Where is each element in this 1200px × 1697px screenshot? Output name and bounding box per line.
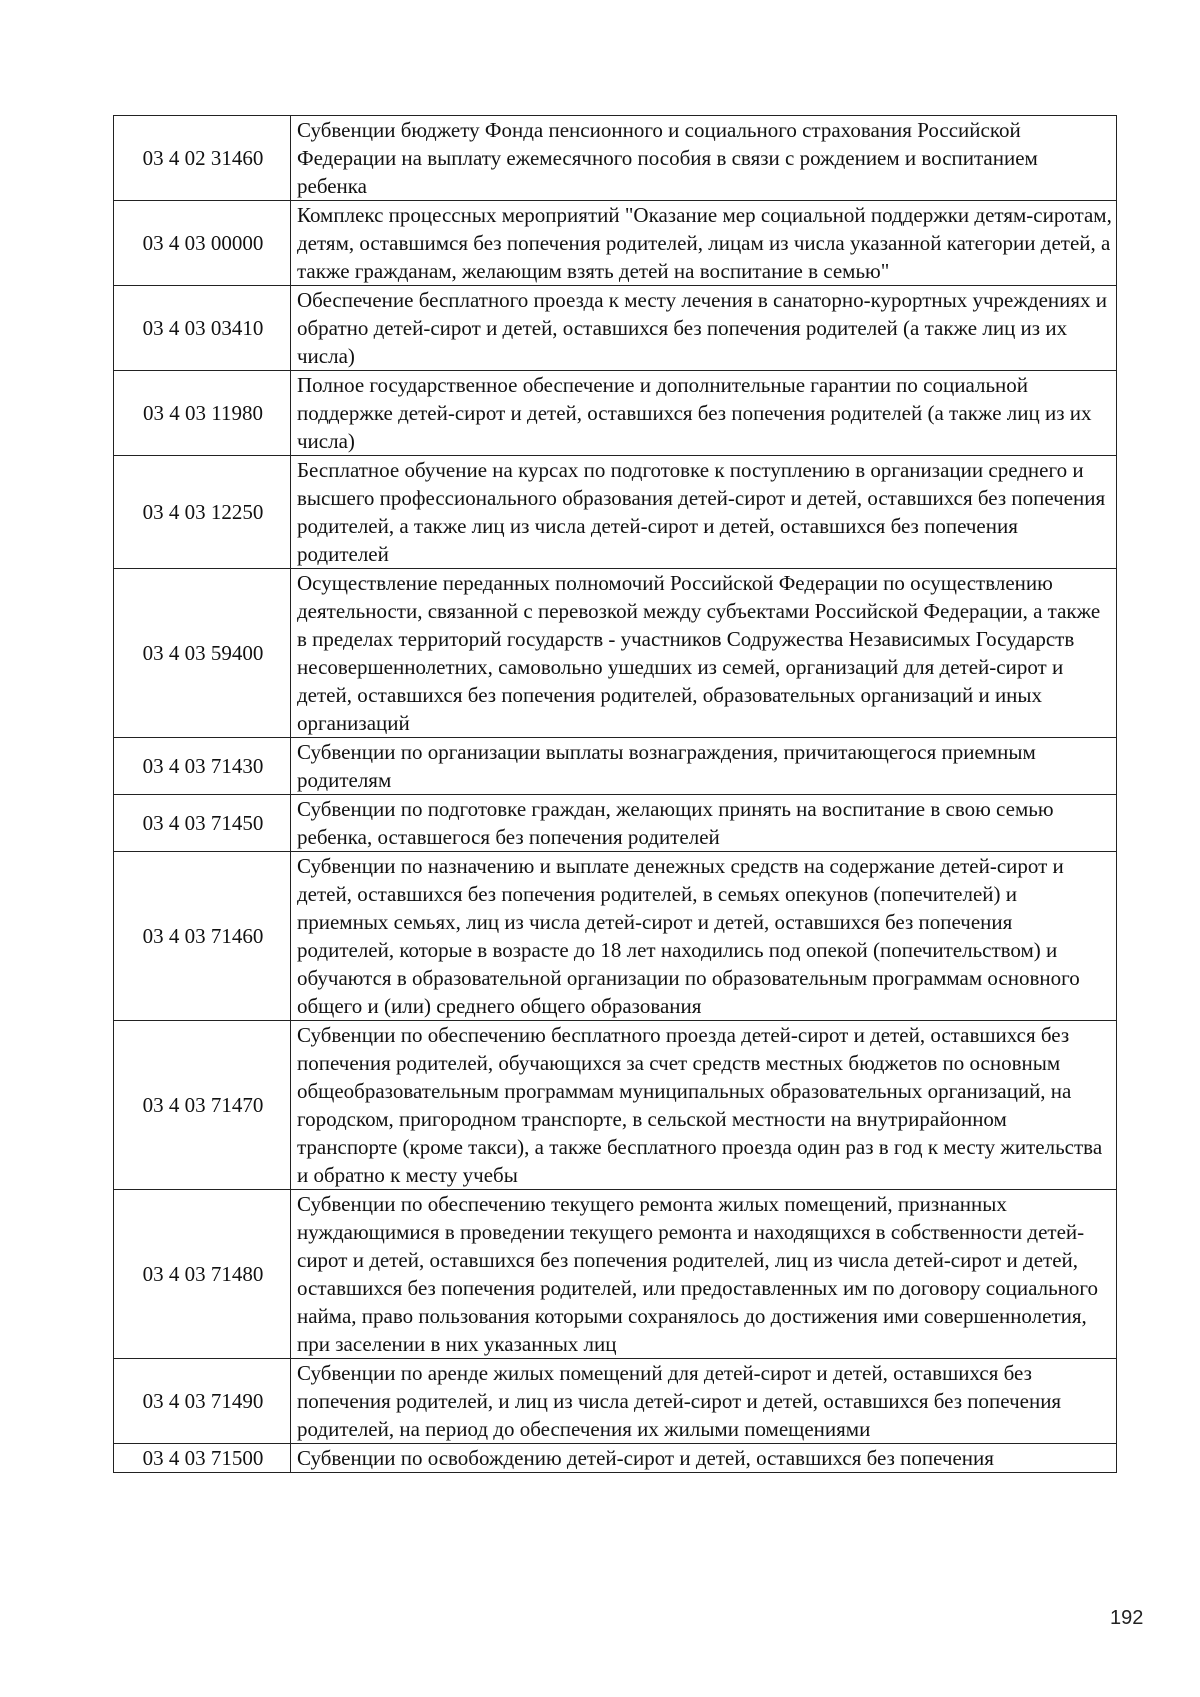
- page-number: 192: [1110, 1607, 1144, 1629]
- table-row: [114, 371, 1117, 456]
- table-row: [114, 286, 1117, 371]
- budget-code-cell: 03 4 02 31460: [114, 116, 291, 201]
- budget-code-cell: 03 4 03 71490: [114, 1359, 291, 1444]
- table-row: [114, 1190, 1117, 1359]
- description-cell: Субвенции по подготовке граждан, желающих принять на воспитание в свою семью ребенка, оставшегося без попечения родителей: [291, 795, 1117, 852]
- budget-code-cell: 03 4 03 71470: [114, 1021, 291, 1190]
- table-row: [114, 456, 1117, 569]
- budget-code-cell: 03 4 03 11980: [114, 371, 291, 456]
- table-body: [114, 116, 1117, 1473]
- description-cell: Субвенции по аренде жилых помещений для детей-сирот и детей, оставшихся без попечения родителей, и лиц из числа детей-сирот и детей, оставшихся без попечения родителей, на период до обеспечения их жилыми помещениями: [291, 1359, 1117, 1444]
- description-cell: Бесплатное обучение на курсах по подготовке к поступлению в организации среднего и высшего профессионального образования детей-сирот и детей, оставшихся без попечения родителей, а также лиц из числа детей-сирот и детей, оставшихся без попечения родителей: [291, 456, 1117, 569]
- description-cell: Осуществление переданных полномочий Российской Федерации по осуществлению деятельности, связанной с перевозкой между субъектами Российской Федерации, а также в пределах территорий государств - участников Содружества Независимых Государств несовершеннолетних, самовольно ушедших из семей, организаций для детей-сирот и детей, оставшихся без попечения родителей, образовательных организаций и иных организаций: [291, 569, 1117, 738]
- description-cell: Субвенции по обеспечению бесплатного проезда детей-сирот и детей, оставшихся без попечения родителей, обучающихся за счет средств местных бюджетов по основным общеобразовательным программам муниципальных образовательных организаций, на городском, пригородном транспорте, в сельской местности на внутрирайонном транспорте (кроме такси), а также бесплатного проезда один раз в год к месту жительства и обратно к месту учебы: [291, 1021, 1117, 1190]
- budget-code-cell: 03 4 03 12250: [114, 456, 291, 569]
- table-row: [114, 738, 1117, 795]
- table-row: [114, 852, 1117, 1021]
- budget-codes-table: [113, 115, 1117, 1473]
- budget-code-cell: 03 4 03 71480: [114, 1190, 291, 1359]
- table-row: [114, 116, 1117, 201]
- table-row: [114, 201, 1117, 286]
- description-cell: Субвенции бюджету Фонда пенсионного и социального страхования Российской Федерации на выплату ежемесячного пособия в связи с рождением и воспитанием ребенка: [291, 116, 1117, 201]
- budget-code-cell: 03 4 03 00000: [114, 201, 291, 286]
- table-row: [114, 1444, 1117, 1473]
- description-cell: Обеспечение бесплатного проезда к месту лечения в санаторно-курортных учреждениях и обратно детей-сирот и детей, оставшихся без попечения родителей (а также лиц из их числа): [291, 286, 1117, 371]
- description-cell: Субвенции по обеспечению текущего ремонта жилых помещений, признанных нуждающимися в проведении текущего ремонта и находящихся в собственности детей-сирот и детей, оставшихся без попечения родителей, лиц из числа детей-сирот и детей, оставшихся без попечения родителей, или предоставленных им по договору социального найма, право пользования которыми сохранялось до достижения ими совершеннолетия, при заселении в них указанных лиц: [291, 1190, 1117, 1359]
- description-cell: Комплекс процессных мероприятий "Оказание мер социальной поддержки детям-сиротам, детям, оставшимся без попечения родителей, лицам из числа указанной категории детей, а также гражданам, желающим взять детей на воспитание в семью": [291, 201, 1117, 286]
- budget-code-cell: 03 4 03 59400: [114, 569, 291, 738]
- description-cell: Полное государственное обеспечение и дополнительные гарантии по социальной поддержке детей-сирот и детей, оставшихся без попечения родителей (а также лиц из их числа): [291, 371, 1117, 456]
- description-cell: Субвенции по назначению и выплате денежных средств на содержание детей-сирот и детей, оставшихся без попечения родителей, в семьях опекунов (попечителей) и приемных семьях, лиц из числа детей-сирот и детей, оставшихся без попечения родителей, которые в возрасте до 18 лет находились под опекой (попечительством) и обучаются в образовательной организации по образовательным программам основного общего и (или) среднего общего образования: [291, 852, 1117, 1021]
- budget-code-cell: 03 4 03 71500: [114, 1444, 291, 1473]
- table-row: [114, 795, 1117, 852]
- table-row: [114, 1359, 1117, 1444]
- description-cell: Субвенции по освобождению детей-сирот и детей, оставшихся без попечения: [291, 1444, 1117, 1473]
- budget-code-cell: 03 4 03 71450: [114, 795, 291, 852]
- table-row: [114, 1021, 1117, 1190]
- budget-code-cell: 03 4 03 03410: [114, 286, 291, 371]
- budget-code-cell: 03 4 03 71430: [114, 738, 291, 795]
- budget-code-cell: 03 4 03 71460: [114, 852, 291, 1021]
- table-row: [114, 569, 1117, 738]
- description-cell: Субвенции по организации выплаты вознаграждения, причитающегося приемным родителям: [291, 738, 1117, 795]
